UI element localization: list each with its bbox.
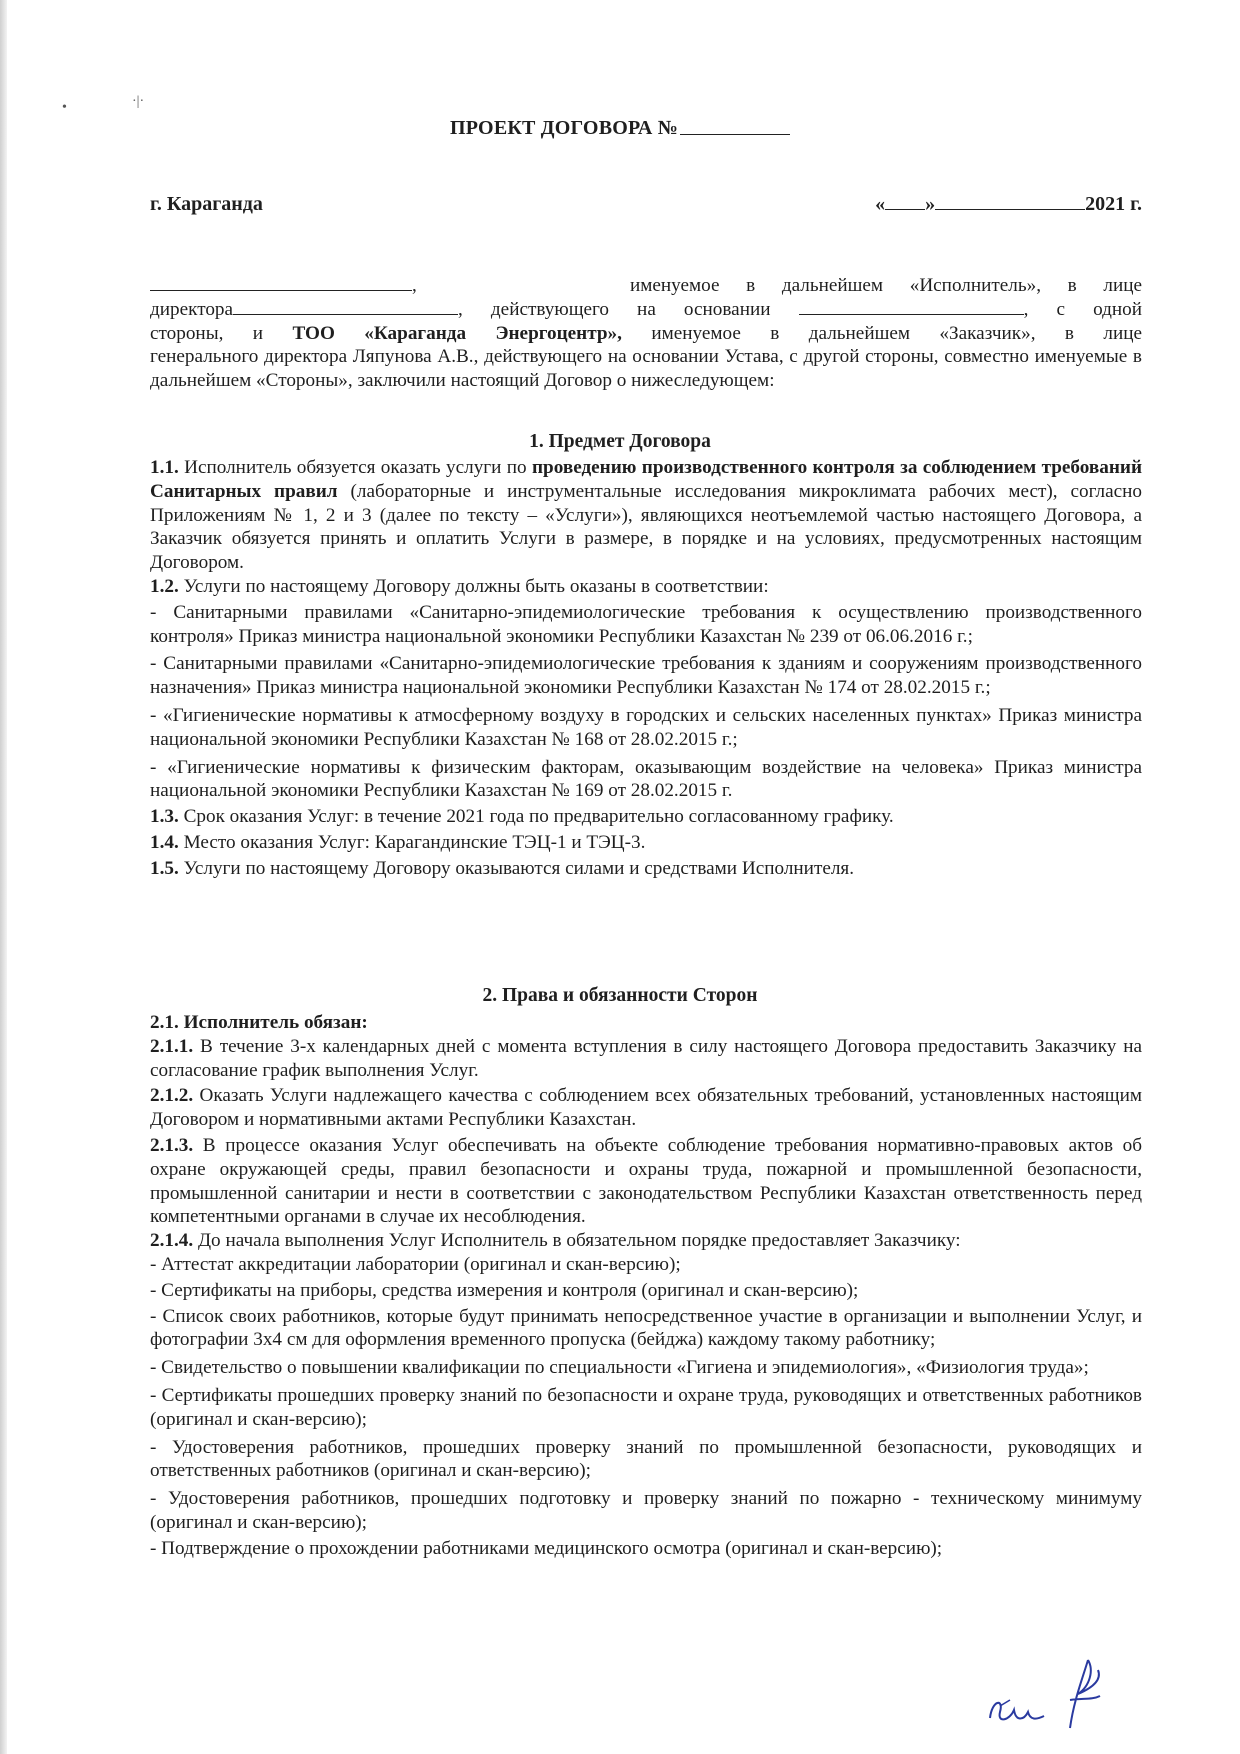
date-quote-open: «: [875, 193, 886, 215]
list-item: - Свидетельство о повышении квалификации по специальности «Гигиена и эпидемиология», «Физиология труда»;: [150, 1357, 1089, 1379]
customer-name: ТОО «Караганда Энергоцентр»,: [292, 322, 622, 344]
clause-1-3: [150, 805, 1142, 829]
clause-number: 1.2.: [150, 575, 179, 597]
list-item: - Подтверждение о прохождении работниками медицинского осмотра (оригинал и скан-версию);: [150, 1537, 943, 1559]
clause-number: 2.1.1.: [150, 1035, 194, 1057]
preamble-text: именуемое в дальнейшем «Исполнитель», в лице: [629, 275, 1142, 296]
contract-number-blank: [680, 116, 790, 135]
signature-initials: [970, 1640, 1140, 1740]
scan-edge: [0, 0, 7, 1754]
preamble-text: именуемое в дальнейшем «Заказчик», в лице: [651, 322, 1143, 344]
list-item: - Санитарными правилами «Санитарно-эпидемиологические требования к осуществлению производственного контроля» Приказ министра национальной экономики Республики Казахстан № 239 от 06.06.2016 г.;: [150, 601, 1142, 647]
preamble-line-2: [150, 298, 1142, 322]
day-blank: [885, 193, 925, 210]
section-1-body: [150, 456, 1142, 881]
clause-text: Услуги по настоящему Договору должны быть оказаны в соответствии:: [183, 575, 769, 597]
clause-number: 2.1.2.: [150, 1085, 194, 1107]
clause-1-5: [150, 857, 1142, 881]
clause-2-1-3: [150, 1134, 1142, 1229]
clause-text: (лабораторные и инструментальные исследования микроклимата рабочих мест), согласно Приложениям № 1, 2 и 3 (далее по тексту – «Услуги»), являющихся неотъемлемой частью настоящего Договора, а Заказчик обязуется принять и оплатить Услуги в размере, в порядке и на условиях, предусмотренных настоящим Договором.: [150, 480, 1143, 574]
list-item: - Удостоверения работников, прошедших подготовку и проверку знаний по пожарно - техническому минимуму (оригинал и скан-версию);: [150, 1488, 1142, 1533]
title-text: ПРОЕКТ ДОГОВОРА №: [450, 117, 678, 139]
date-year: 2021 г.: [1085, 193, 1142, 215]
subsection-2-1: 2.1. Исполнитель обязан:: [150, 1012, 368, 1033]
clause-2-1-1: [150, 1035, 1142, 1083]
contract-date: [875, 193, 1142, 216]
clause-1-2: [150, 575, 1142, 599]
clause-text: В течение 3-х календарных дней с момента вступления в силу настоящего Договора предоставить Заказчику на согласование график выполнения Услуг.: [150, 1035, 1143, 1081]
clause-text: Место оказания Услуг: Карагандинские ТЭЦ-1 и ТЭЦ-3.: [183, 831, 646, 853]
clause-number: 1.4.: [150, 831, 179, 853]
clause-text: Исполнитель обязуется оказать услуги по: [184, 457, 527, 478]
clause-2-1-2: [150, 1084, 1142, 1132]
clause-number: 1.3.: [150, 806, 179, 828]
list-item: - Удостоверения работников, прошедших проверку знаний по промышленной безопасности, руководящих и ответственных работников (оригинал и скан-версию);: [150, 1436, 1142, 1482]
date-quote-close: »: [925, 193, 936, 215]
clause-1-1: [150, 456, 1142, 575]
list-item: - Список своих работников, которые будут принимать непосредственное участие в организации и выполнении Услуг, и фотографии 3х4 см для оформления временного пропуска (бейджа) каждому такому работнику;: [150, 1305, 1142, 1351]
basis-blank: [799, 298, 1024, 315]
city: г. Караганда: [150, 193, 263, 215]
clause-text: До начала выполнения Услуг Исполнитель в обязательном порядке предоставляет Заказчику:: [197, 1230, 961, 1252]
clause-bold-text: проведению производственного контроля за соблюдением требований Санитарных правил: [150, 457, 1143, 502]
preamble-line-1: , именуемое в дальнейшем «Исполнитель», в лице: [150, 274, 1142, 298]
preamble-text: директора: [150, 298, 234, 320]
scan-speck: ·|·: [132, 94, 145, 109]
preamble-rest: генерального директора Ляпунова А.В., действующего на основании Устава, с другой стороны, совместно именуемые в дальнейшем «Стороны», заключили настоящий Договор о нижеследующем:: [150, 346, 1142, 392]
clause-number: 1.1.: [150, 457, 179, 478]
preamble-text: стороны, и: [150, 322, 264, 344]
list-item: - Сертификаты на приборы, средства измерения и контроля (оригинал и скан-версию);: [150, 1279, 859, 1301]
list-item: - «Гигиенические нормативы к физическим факторам, оказывающим воздействие на человека» Приказ министра национальной экономики Республики Казахстан № 169 от 28.02.2015 г.: [150, 756, 1142, 802]
preamble-text: , действующего на основании: [458, 298, 771, 320]
clause-text: Срок оказания Услуг: в течение 2021 года по предварительно согласованному графику.: [183, 806, 894, 828]
list-item: - Санитарными правилами «Санитарно-эпидемиологические требования к зданиям и сооружениям производственного назначения» Приказ министра национальной экономики Республики Казахстан № 174 от 28.02.2015 г.;: [150, 653, 1142, 699]
clause-text: Оказать Услуги надлежащего качества с соблюдением всех обязательных требований, установленных настоящим Договором и нормативными актами Республики Казахстан.: [150, 1085, 1142, 1131]
section-2-body: [150, 1011, 1142, 1561]
list-item: - «Гигиенические нормативы к атмосферному воздуху в городских и сельских населенных пунктах» Приказ министра национальной экономики Республики Казахстан № 168 от 28.02.2015 г.;: [150, 704, 1142, 750]
clause-text: Услуги по настоящему Договору оказываются силами и средствами Исполнителя.: [183, 857, 855, 879]
list-item: - Сертификаты прошедших проверку знаний по безопасности и охране труда, руководящих и ответственных работников (оригинал и скан-версию);: [150, 1384, 1142, 1430]
clause-text: В процессе оказания Услуг обеспечивать на объекте соблюдение требования нормативно-правовых актов об охране окружающей среды, правил безопасности и охраны труда, пожарной и промышленной безопасности, промышленной санитарии и нести в соответствии с законодательством Республики Казахстан ответственность перед компетентными органами в случае их несоблюдения.: [150, 1134, 1142, 1228]
preamble-line-3: [150, 322, 1142, 346]
clause-number: 1.5.: [150, 857, 179, 879]
document-title: [0, 116, 1240, 140]
section-1-heading: 1. Предмет Договора: [529, 431, 711, 452]
director-name-blank: [233, 298, 458, 315]
preamble-text: , с одной: [1023, 298, 1143, 320]
month-blank: [935, 193, 1085, 210]
list-item: - Аттестат аккредитации лаборатории (оригинал и скан-версию);: [150, 1253, 681, 1275]
scan-speck: •: [62, 100, 67, 115]
clause-number: 2.1.3.: [150, 1134, 194, 1156]
clause-1-4: [150, 831, 1142, 855]
clause-2-1-4: [150, 1229, 1142, 1253]
executor-name-blank: [150, 274, 412, 291]
section-2-heading: 2. Права и обязанности Сторон: [482, 985, 758, 1006]
clause-number: 2.1.4.: [150, 1230, 194, 1252]
preamble: [150, 274, 1142, 393]
